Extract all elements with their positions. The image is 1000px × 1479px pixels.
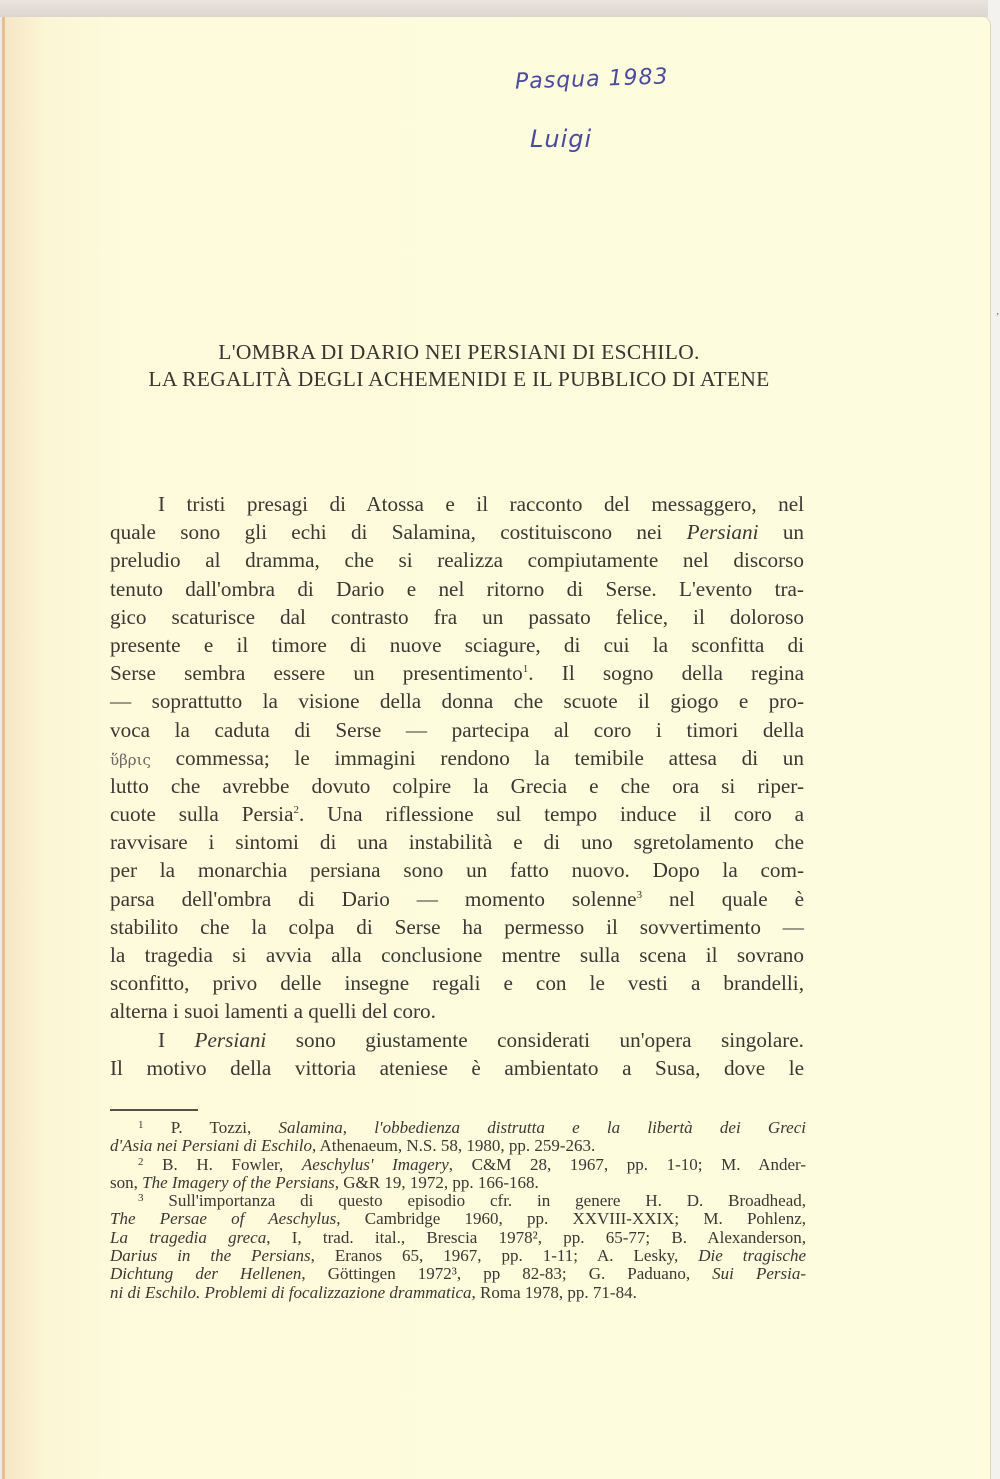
work-title-persiani: Persiani <box>194 1027 267 1052</box>
body-line: gico scaturisce dal contrasto fra un passato felice, il doloroso <box>110 604 804 629</box>
body-line: tenuto dall'ombra di Dario e nel ritorno di Serse. L'evento tra- <box>110 576 804 601</box>
scanner-top-margin <box>0 0 1000 17</box>
article-body <box>110 490 804 1082</box>
footnote-number-3: 3 <box>138 1192 144 1205</box>
footnote-2-line: son, The Imagery of the Persians, G&R 19, 1972, pp. 166-168. <box>110 1172 539 1192</box>
body-line: sconfitto, privo delle insegne regali e con le vesti a brandelli, <box>110 971 804 996</box>
body-line: stabilito che la colpa di Serse ha permesso il sovvertimento — <box>110 914 804 939</box>
footnotes <box>110 1119 806 1302</box>
scan-speck: ’ <box>996 312 1000 323</box>
footnote-3-line: $^3$ Sull'importanza di questo episodio cfr. in genere H. D. Broadhead, <box>138 1191 806 1211</box>
greek-word-hybris: ὕβρις <box>110 750 151 769</box>
footnote-ref-3: 3 <box>636 888 643 901</box>
body-line: Serse sembra essere un presentimento$^1$. Il sogno della regina <box>110 661 804 686</box>
body-line: ravvisare i sintomi di una instabilità e di uno sgretolamento che <box>110 830 804 855</box>
body-line: presente e il timore di nuove sciagure, di cui la sconfitta di <box>110 632 804 657</box>
footnote-number-2: 2 <box>138 1155 144 1168</box>
footnote-2-line: $^2$ B. H. Fowler, Aeschylus' Imagery, C&M 28, 1967, pp. 1-10; M. Ander- <box>138 1154 806 1174</box>
footnote-ref-1: 1 <box>522 663 529 676</box>
body-line: parsa dell'ombra di Dario — momento solenne$^3$ nel quale è <box>110 886 804 911</box>
footnote-1-line: $^1$ P. Tozzi, Salamina, l'obbedienza distrutta e la libertà dei Greci <box>138 1118 806 1137</box>
handwritten-date: Pasqua 1983 <box>514 64 669 95</box>
footnote-number-1: 1 <box>138 1119 144 1131</box>
body-line: cuote sulla Persia$^2$. Una riflessione sul tempo induce il coro a <box>110 802 804 827</box>
footnote-3-line: ni di Eschilo. Problemi di focalizzazione drammatica, Roma 1978, pp. 71-84. <box>110 1282 637 1302</box>
footnote-1-line: d'Asia nei Persiani di Eschilo, Athenaeum, N.S. 58, 1980, pp. 259-263. <box>110 1136 596 1156</box>
body-line: I Persiani sono giustamente considerati un'opera singolare. <box>158 1027 804 1052</box>
article-title-line-2: LA REGALITÀ DEGLI ACHEMENIDI E IL PUBBLICO DI ATENE <box>148 367 770 391</box>
work-title-persiani: Persiani <box>686 520 759 545</box>
body-line: quale sono gli echi di Salamina, costituiscono nei Persiani un <box>110 520 805 545</box>
footnote-3-line: Darius in the Persians, Eranos 65, 1967, pp. 1-11; A. Lesky, Die tragische <box>110 1246 806 1266</box>
footnote-ref-2: 2 <box>293 804 299 817</box>
body-line: — soprattutto la visione della donna che scuote il giogo e pro- <box>110 689 804 714</box>
body-line: lutto che avrebbe dovuto colpire la Grecia e che ora si riper- <box>110 773 804 798</box>
handwritten-signature: Luigi <box>530 125 593 153</box>
body-line: ὕβρις commessa; le immagini rendono la temibile attesa di un <box>110 745 804 770</box>
article-title-line-1: L'OMBRA DI DARIO NEI PERSIANI DI ESCHILO. <box>218 340 700 364</box>
body-line: alterna i suoi lamenti a quelli del coro. <box>110 999 436 1024</box>
footnote-3-line: Dichtung der Hellenen, Göttingen 1972³, pp 82-83; G. Paduano, Sui Persia- <box>110 1264 806 1284</box>
body-line: Il motivo della vittoria ateniese è ambientato a Susa, dove le <box>110 1055 804 1080</box>
footnote-3-line: The Persae of Aeschylus, Cambridge 1960, pp. XXVIII-XXIX; M. Pohlenz, <box>110 1209 806 1229</box>
body-line: preludio al dramma, che si realizza compiutamente nel discorso <box>110 548 804 573</box>
footnote-separator <box>110 1109 198 1111</box>
body-line: voca la caduta di Serse — partecipa al coro i timori della <box>110 717 804 742</box>
body-line: I tristi presagi di Atossa e il racconto del messaggero, nel <box>158 492 804 516</box>
body-line: per la monarchia persiana sono un fatto nuovo. Dopo la com- <box>110 858 804 883</box>
body-line: la tragedia si avvia alla conclusione mentre sulla scena il sovrano <box>110 943 804 967</box>
footnote-3-line: La tragedia greca, I, trad. ital., Brescia 1978², pp. 65-77; B. Alexanderson, <box>110 1227 807 1247</box>
